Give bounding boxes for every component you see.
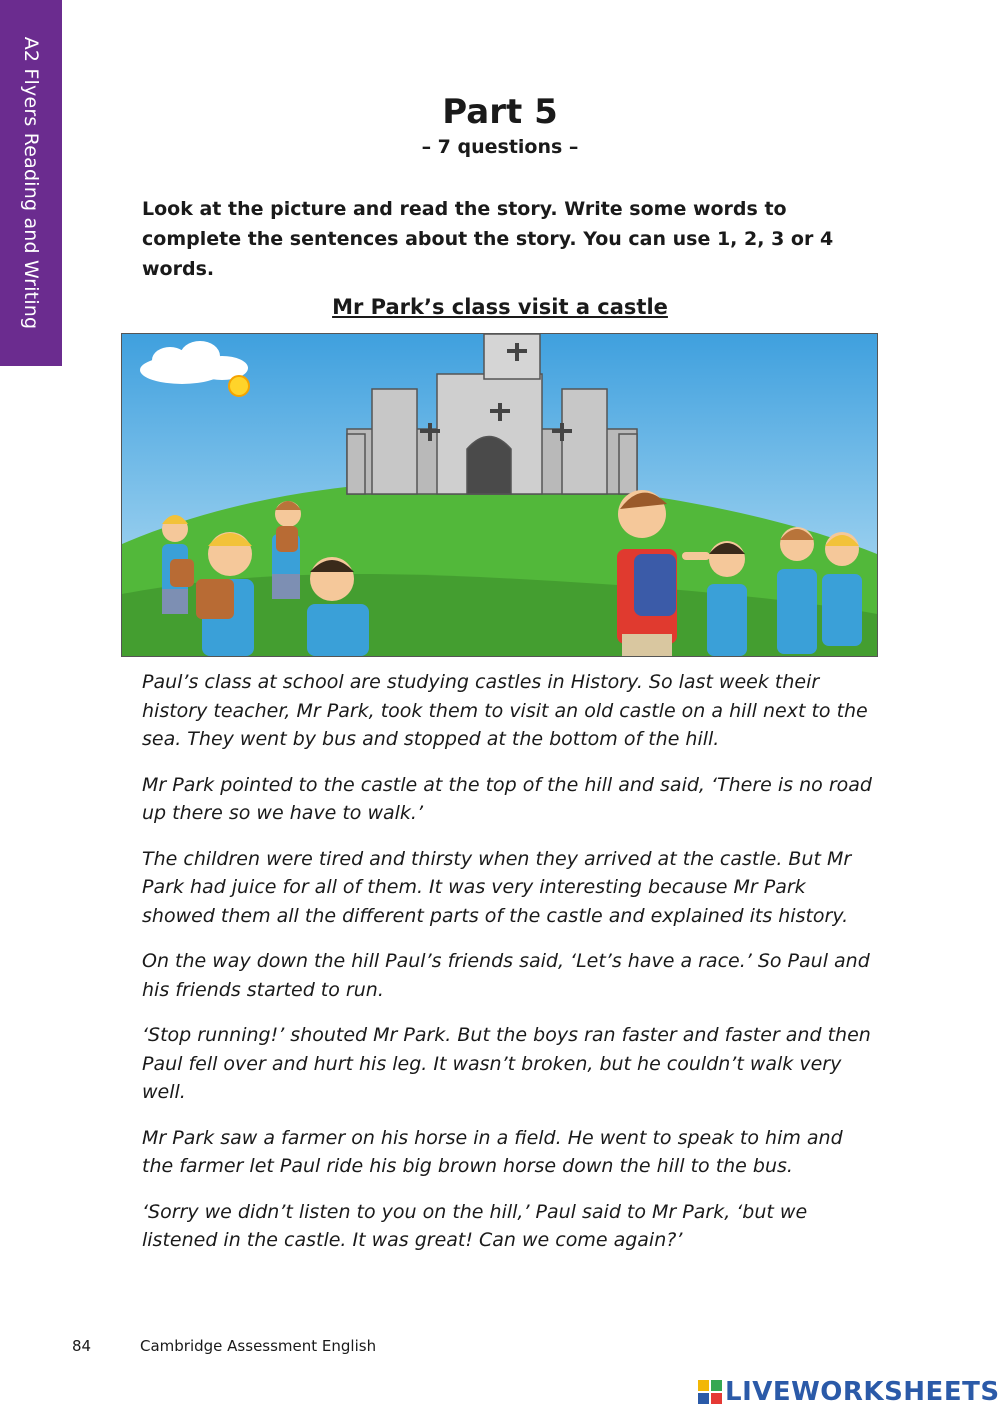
side-tab-label: A2 Flyers Reading and Writing: [20, 36, 42, 330]
logo-icon: [698, 1380, 722, 1404]
castle-illustration: [121, 333, 878, 657]
story-title: Mr Park’s class visit a castle: [332, 295, 668, 319]
child-left-3: [272, 501, 301, 599]
sun: [229, 376, 249, 396]
logo-text: LIVEWORKSHEETS: [725, 1377, 1000, 1407]
logo-square: [711, 1380, 722, 1391]
story-paragraph: Mr Park pointed to the castle at the top of the hill and said, ‘There is no road up there so we have to walk.’: [142, 773, 872, 824]
story-paragraph: ‘Stop running!’ shouted Mr Park. But the boys ran faster and faster and then Paul fell over and hurt his leg. It wasn’t broken, but he couldn’t walk very well.: [142, 1024, 871, 1103]
story-paragraph: Mr Park saw a farmer on his horse in a field. He went to speak to him and the farmer let Paul ride his big brown horse down the hill to the bus.: [142, 1126, 843, 1177]
logo-square: [711, 1393, 722, 1404]
story-text: [142, 668, 872, 1272]
child-right-3: [822, 532, 862, 646]
logo-square: [698, 1380, 709, 1391]
story-paragraph: On the way down the hill Paul’s friends said, ‘Let’s have a race.’ So Paul and his friends started to run.: [142, 950, 870, 1001]
story-paragraph: The children were tired and thirsty when they arrived at the castle. But Mr Park had juice for all of them. It was very interesting because Mr Park showed them all the different parts of the castle and explained its history.: [142, 847, 852, 927]
story-paragraph: Paul’s class at school are studying castles in History. So last week their history teacher, Mr Park, took them to visit an old castle on a hill next to the sea. They went by bus and stopped at the bottom of the hill.: [142, 671, 868, 750]
instructions: Look at the picture and read the story. Write some words to complete the sentences about the story. You can use 1, 2, 3 or 4 words.: [142, 198, 834, 280]
part-subtitle: – 7 questions –: [421, 136, 579, 158]
child-right-2: [777, 527, 817, 654]
page-number: 84: [72, 1337, 92, 1355]
publisher-name: Cambridge Assessment English: [140, 1337, 377, 1355]
part-title: Part 5: [442, 92, 558, 132]
story-paragraph: ‘Sorry we didn’t listen to you on the hill,’ Paul said to Mr Park, ‘but we listened in the castle. It was great! Can we come again?’: [142, 1200, 808, 1251]
logo-square: [698, 1393, 709, 1404]
liveworksheets-logo: [698, 1377, 1000, 1407]
